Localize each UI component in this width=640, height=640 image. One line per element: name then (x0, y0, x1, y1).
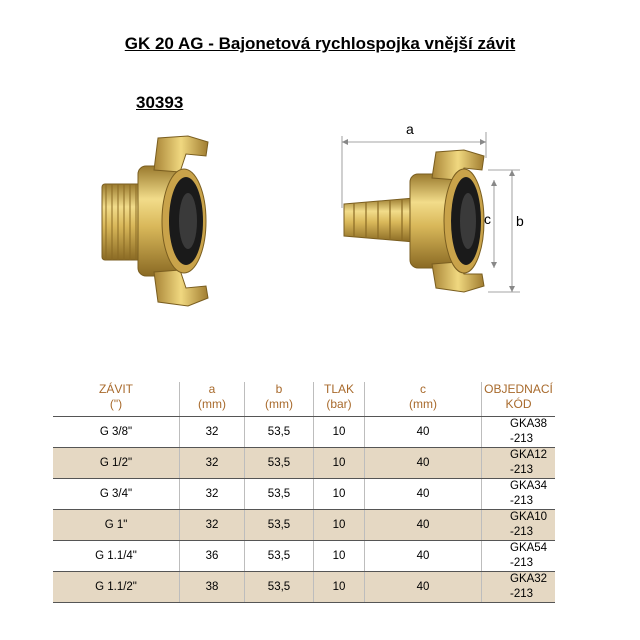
cell-tlak: 10 (314, 510, 365, 541)
cell-zavit: G 3/4" (53, 479, 180, 510)
table-row (53, 572, 555, 603)
table-row (53, 417, 555, 448)
cell-c: 40 (365, 417, 482, 448)
header-b: b (mm) (245, 382, 314, 417)
cell-kod: GKA54 -213 (482, 541, 556, 572)
product-code: 30393 (136, 93, 184, 112)
cell-a: 32 (180, 417, 245, 448)
cell-kod: GKA38 -213 (482, 417, 556, 448)
cell-c: 40 (365, 448, 482, 479)
cell-zavit: G 1" (53, 510, 180, 541)
spec-table (53, 382, 555, 603)
cell-zavit: G 1/2" (53, 448, 180, 479)
table-row (53, 479, 555, 510)
dimension-b-label: b (516, 213, 524, 229)
cell-a: 32 (180, 479, 245, 510)
cell-a: 36 (180, 541, 245, 572)
cell-tlak: 10 (314, 541, 365, 572)
table-row (53, 510, 555, 541)
coupling-thread-image (96, 130, 226, 310)
cell-kod: GKA10 -213 (482, 510, 556, 541)
dimension-a-label: a (406, 121, 414, 137)
cell-b: 53,5 (245, 448, 314, 479)
dimension-c-label: c (484, 211, 491, 227)
table-row (53, 448, 555, 479)
header-tlak: TLAK (bar) (314, 382, 365, 417)
cell-b: 53,5 (245, 572, 314, 603)
cell-a: 32 (180, 448, 245, 479)
cell-b: 53,5 (245, 541, 314, 572)
cell-b: 53,5 (245, 417, 314, 448)
cell-zavit: G 1.1/4" (53, 541, 180, 572)
header-c: c (mm) (365, 382, 482, 417)
cell-kod: GKA12 -213 (482, 448, 556, 479)
page-title: GK 20 AG - Bajonetová rychlospojka vnější závit (124, 34, 516, 53)
cell-tlak: 10 (314, 448, 365, 479)
cell-kod: GKA34 -213 (482, 479, 556, 510)
table-row (53, 541, 555, 572)
cell-tlak: 10 (314, 417, 365, 448)
table-header-row (53, 382, 555, 417)
cell-c: 40 (365, 541, 482, 572)
cell-c: 40 (365, 572, 482, 603)
header-a: a (mm) (180, 382, 245, 417)
cell-a: 38 (180, 572, 245, 603)
header-objednaci-kod: OBJEDNACÍ KÓD (482, 382, 556, 417)
cell-b: 53,5 (245, 479, 314, 510)
cell-c: 40 (365, 510, 482, 541)
cell-c: 40 (365, 479, 482, 510)
cell-zavit: G 1.1/2" (53, 572, 180, 603)
cell-tlak: 10 (314, 479, 365, 510)
header-zavit: ZÁVIT (") (53, 382, 180, 417)
cell-a: 32 (180, 510, 245, 541)
cell-kod: GKA32 -213 (482, 572, 556, 603)
cell-zavit: G 3/8" (53, 417, 180, 448)
coupling-hose-tail-diagram (330, 118, 540, 318)
cell-tlak: 10 (314, 572, 365, 603)
cell-b: 53,5 (245, 510, 314, 541)
